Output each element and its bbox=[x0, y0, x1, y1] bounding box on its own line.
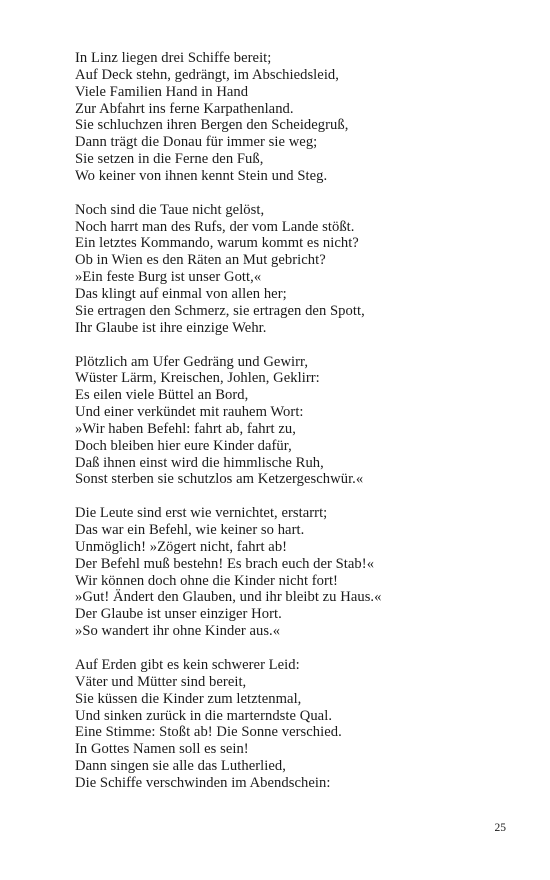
poem-line: Daß ihnen einst wird die himmlische Ruh, bbox=[75, 454, 324, 471]
poem-line: Auf Deck stehn, gedrängt, im Abschiedsleid, bbox=[75, 66, 339, 83]
poem-line: Sie setzen in die Ferne den Fuß, bbox=[75, 151, 264, 168]
poem-line: Das war ein Befehl, wie keiner so hart. bbox=[75, 522, 305, 539]
stanza bbox=[75, 354, 505, 489]
poem-line: »Gut! Ändert den Glauben, und ihr bleibt zu Haus.« bbox=[75, 589, 382, 606]
poem-line: Ihr Glaube ist ihre einzige Wehr. bbox=[75, 319, 267, 336]
poem-line: Eine Stimme: Stoßt ab! Die Sonne verschied. bbox=[75, 724, 342, 741]
poem-line: »So wandert ihr ohne Kinder aus.« bbox=[75, 623, 281, 640]
poem-line: Die Schiffe verschwinden im Abendschein: bbox=[75, 774, 331, 791]
poem-line: Wüster Lärm, Kreischen, Johlen, Geklirr: bbox=[75, 370, 320, 387]
poem-line: Zur Abfahrt ins ferne Karpathenland. bbox=[75, 100, 294, 117]
poem-line: Plötzlich am Ufer Gedräng und Gewirr, bbox=[75, 353, 309, 370]
poem-line: Unmöglich! »Zögert nicht, fahrt ab! bbox=[75, 538, 288, 555]
poem-line: Dann trägt die Donau für immer sie weg; bbox=[75, 134, 318, 151]
stanza bbox=[75, 657, 505, 792]
poem-line: Es eilen viele Büttel an Bord, bbox=[75, 387, 249, 404]
poem-line: Wo keiner von ihnen kennt Stein und Steg. bbox=[75, 167, 328, 184]
stanza bbox=[75, 505, 505, 640]
poem-line: Sie küssen die Kinder zum letztenmal, bbox=[75, 690, 302, 707]
poem-line: Noch harrt man des Rufs, der vom Lande stößt. bbox=[75, 218, 355, 235]
page-number: 25 bbox=[494, 822, 506, 834]
stanza bbox=[75, 50, 505, 185]
poem-line: Sie ertragen den Schmerz, sie ertragen den Spott, bbox=[75, 302, 365, 319]
poem-line: Väter und Mütter sind bereit, bbox=[75, 673, 247, 690]
poem-line: Die Leute sind erst wie vernichtet, erstarrt; bbox=[75, 505, 328, 522]
poem-line: Der Glaube ist unser einziger Hort. bbox=[75, 606, 282, 623]
poem-line: Sonst sterben sie schutzlos am Ketzergeschwür.« bbox=[75, 471, 364, 488]
poem-line: Viele Familien Hand in Hand bbox=[75, 83, 249, 100]
poem-line: Und sinken zurück in die marterndste Qual. bbox=[75, 707, 333, 724]
poem-line: »Ein feste Burg ist unser Gott,« bbox=[75, 269, 262, 286]
poem-line: Ob in Wien es den Räten an Mut gebricht? bbox=[75, 252, 326, 269]
poem-line: Auf Erden gibt es kein schwerer Leid: bbox=[75, 657, 300, 673]
poem-line: Dann singen sie alle das Lutherlied, bbox=[75, 758, 286, 775]
poem-line: »Wir haben Befehl: fahrt ab, fahrt zu, bbox=[75, 420, 296, 437]
poem-line: Noch sind die Taue nicht gelöst, bbox=[75, 201, 265, 218]
poem-line: Wir können doch ohne die Kinder nicht fort! bbox=[75, 572, 338, 589]
poem-line: Und einer verkündet mit rauhem Wort: bbox=[75, 404, 304, 421]
poem-line: Ein letztes Kommando, warum kommt es nicht? bbox=[75, 235, 359, 252]
poem-line: Das klingt auf einmal von allen her; bbox=[75, 285, 287, 302]
poem-line: In Gottes Namen soll es sein! bbox=[75, 741, 249, 758]
poem-line: Sie schluchzen ihren Bergen den Scheidegruß, bbox=[75, 117, 349, 134]
poem-body bbox=[75, 50, 505, 809]
poem-line: In Linz liegen drei Schiffe bereit; bbox=[75, 50, 272, 66]
stanza bbox=[75, 202, 505, 337]
poem-line: Der Befehl muß bestehn! Es brach euch der Stab!« bbox=[75, 555, 375, 572]
poem-line: Doch bleiben hier eure Kinder dafür, bbox=[75, 437, 292, 454]
